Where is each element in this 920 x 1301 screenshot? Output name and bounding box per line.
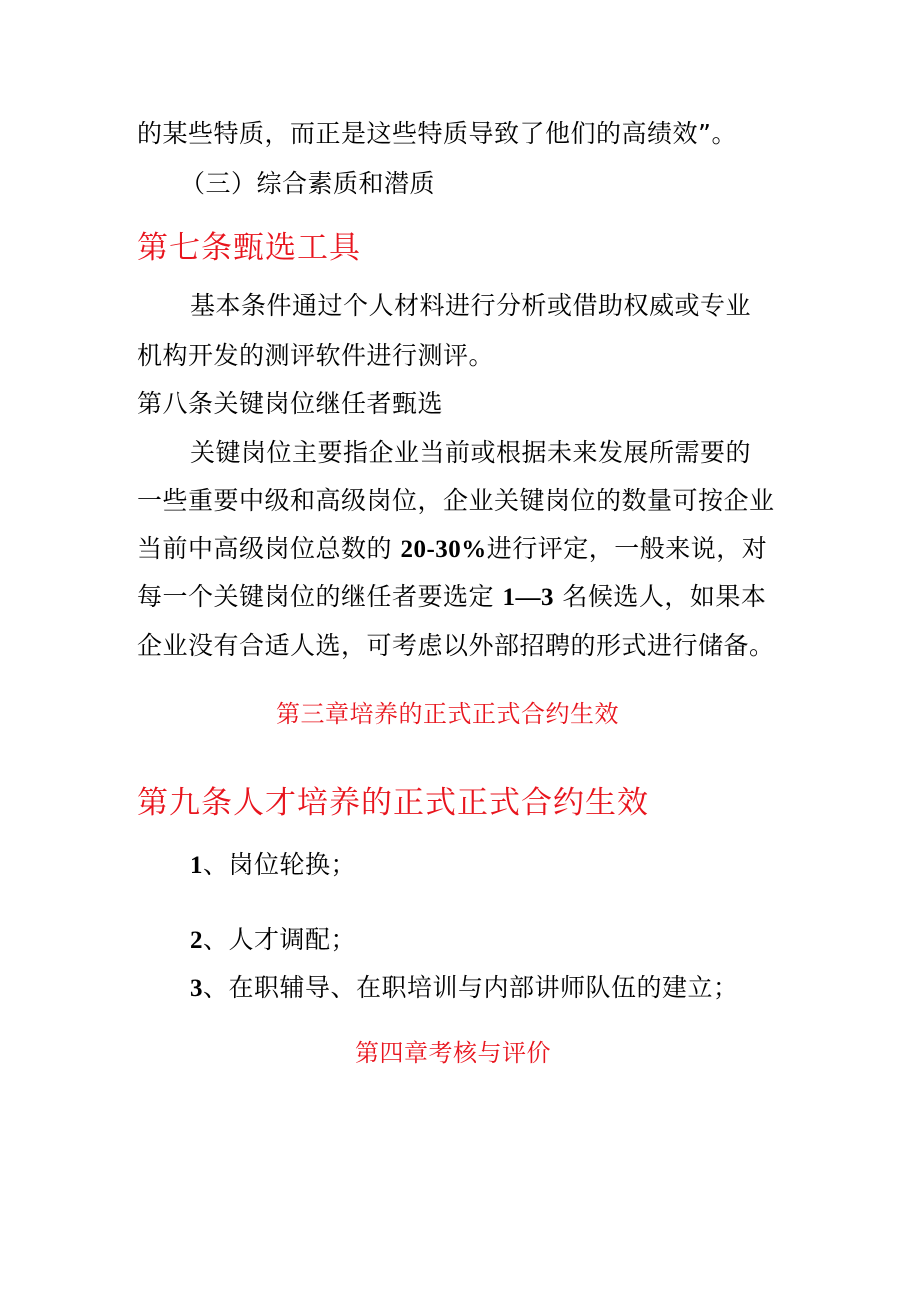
line-3-text-a: 当前中高级岗位总数的 xyxy=(137,534,401,563)
subheading-three: （三）综合素质和潜质 xyxy=(180,169,436,198)
list-item-3 xyxy=(190,972,739,1005)
list-text: 、岗位轮换； xyxy=(203,850,357,879)
line-4-text-a: 每一个关键岗位的继任者要选定 xyxy=(137,582,503,611)
list-text: 、在职辅导、在职培训与内部讲师队伍的建立； xyxy=(203,973,739,1002)
list-item-2 xyxy=(190,924,356,957)
list-number: 3 xyxy=(190,975,203,1002)
candidate-range: 1—3 xyxy=(502,584,554,611)
chapter-4-title: 第四章考核与评价 xyxy=(355,1039,551,1067)
list-number: 2 xyxy=(190,927,203,954)
article-8-paragraph-line-1: 关键岗位主要指企业当前或根据未来发展所需要的 xyxy=(190,438,752,467)
article-9-title: 第九条人才培养的正式正式合约生效 xyxy=(137,785,649,821)
list-item-1 xyxy=(190,849,356,882)
list-text: 、人才调配； xyxy=(203,925,357,954)
article-7-title: 第七条甄选工具 xyxy=(137,230,361,266)
article-8-paragraph-line-3 xyxy=(137,533,767,566)
chapter-3-title: 第三章培养的正式正式合约生效 xyxy=(276,700,619,728)
article-7-paragraph-line-1: 基本条件通过个人材料进行分析或借助权威或专业 xyxy=(190,291,752,320)
article-7-paragraph-line-2: 机构开发的测评软件进行测评。 xyxy=(137,341,495,370)
article-8-paragraph-line-4 xyxy=(137,581,766,614)
article-8-paragraph-line-2: 一些重要中级和高级岗位，企业关键岗位的数量可按企业 xyxy=(137,486,775,515)
percentage-value: 20-30% xyxy=(400,536,487,563)
line-3-text-b: 进行评定，一般来说，对 xyxy=(486,534,768,563)
paragraph-continuation: 的某些特质，而正是这些特质导致了他们的高绩效”。 xyxy=(137,119,737,148)
list-number: 1 xyxy=(190,852,203,879)
article-8-title: 第八条关键岗位继任者甄选 xyxy=(137,389,444,418)
article-8-paragraph-line-5: 企业没有合适人选，可考虑以外部招聘的形式进行储备。 xyxy=(137,631,775,660)
line-4-text-b: 名候选人，如果本 xyxy=(553,582,767,611)
